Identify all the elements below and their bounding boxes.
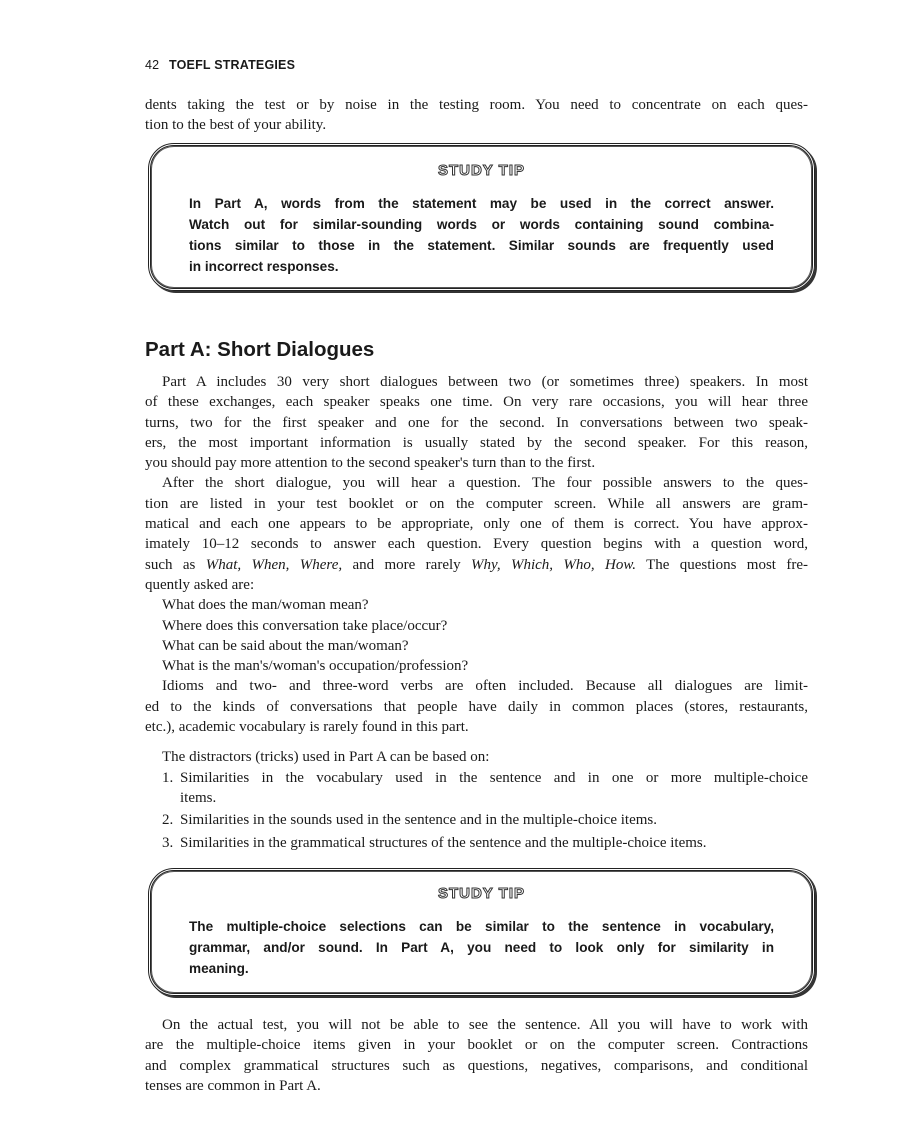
- body-text: [145, 372, 808, 853]
- list-item-line: [162, 810, 808, 830]
- list-item-line: [180, 788, 808, 808]
- text-line: in incorrect responses.: [189, 259, 339, 274]
- study-tip-box-1: [148, 143, 815, 291]
- text-line: In Part A, words from the statement may be used in the correct answer.: [189, 196, 774, 211]
- study-tip-title: STUDY TIP: [437, 162, 526, 179]
- list-number: 2.: [162, 812, 174, 829]
- text-line: tions similar to those in the statement. Similar sounds are frequently used: [189, 238, 774, 253]
- text-line: you should pay more attention to the second speaker's turn than to the first.: [145, 455, 596, 472]
- text-line: are the multiple-choice items given in your booklet or on the computer screen. Contractions: [145, 1037, 808, 1054]
- list-item: [145, 768, 808, 809]
- text-line: ers, the most important information is usually stated by the second speaker. For this reason,: [145, 434, 808, 451]
- text-line: Idioms and two- and three-word verbs are often included. Because all dialogues are limit-: [162, 678, 808, 695]
- closing-paragraph: [145, 1015, 808, 1096]
- text-line: turns, two for the first speaker and one for the second. In conversations between two speak-: [145, 414, 808, 431]
- numbered-list: [145, 768, 808, 853]
- text-line: etc.), academic vocabulary is rarely found in this part.: [145, 719, 469, 736]
- text-line: ed to the kinds of conversations that people have daily in common places (stores, restaurants,: [145, 698, 808, 715]
- running-head: [145, 58, 295, 72]
- text-line: imately 10–12 seconds to answer each question. Every question begins with a question word,: [145, 536, 808, 553]
- text-line: tion are listed in your test booklet or on the computer screen. While all answers are gram-: [145, 495, 808, 512]
- list-item: [145, 833, 808, 853]
- question-words: What, When, Where,: [205, 556, 343, 573]
- question-words-line: [145, 555, 808, 575]
- question-item: What can be said about the man/woman?: [162, 637, 409, 654]
- text: and more rarely: [342, 556, 472, 573]
- text: The questions most fre-: [635, 556, 808, 573]
- study-tip-box-2: [148, 868, 815, 996]
- text-line: quently asked are:: [145, 576, 255, 593]
- study-tip-text: [189, 193, 774, 277]
- text-line: of these exchanges, each speaker speaks one time. On very rare occasions, you will hear three: [145, 394, 808, 411]
- list-number: 1.: [162, 769, 174, 786]
- text-line: meaning.: [189, 961, 249, 976]
- intro-paragraph: [145, 95, 808, 136]
- paragraph: [145, 676, 808, 737]
- list-text: items.: [180, 789, 217, 806]
- list-text: Similarities in the vocabulary used in the sentence and in one or more multiple-choice: [180, 769, 808, 786]
- study-tip-title: STUDY TIP: [437, 885, 526, 902]
- question-item: Where does this conversation take place/occur?: [162, 617, 448, 634]
- text-line: After the short dialogue, you will hear a question. The four possible answers to the ques-: [162, 475, 808, 492]
- text-line: and complex grammatical structures such as questions, negatives, comparisons, and conditional: [145, 1057, 808, 1074]
- text-line: Watch out for similar-sounding words or words containing sound combina-: [189, 217, 774, 232]
- study-tip-text: [189, 916, 774, 979]
- list-number: 3.: [162, 834, 174, 851]
- paragraph: [145, 473, 808, 554]
- question-item: What does the man/woman mean?: [162, 597, 369, 614]
- question-words: Why, Which, Who, How.: [471, 556, 636, 573]
- text: such as: [145, 556, 206, 573]
- text-line: On the actual test, you will not be able to see the sentence. All you will have to work with: [162, 1017, 808, 1033]
- page-number: 42: [145, 58, 160, 72]
- text-line: The multiple-choice selections can be similar to the sentence in vocabulary,: [189, 919, 774, 934]
- text-line: tenses are common in Part A.: [145, 1077, 321, 1094]
- text-line: grammar, and/or sound. In Part A, you need to look only for similarity in: [189, 940, 774, 955]
- section-heading: Part A: Short Dialogues: [145, 338, 375, 361]
- list-text: Similarities in the sounds used in the sentence and in the multiple-choice items.: [180, 812, 657, 829]
- text-line: Part A includes 30 very short dialogues between two (or sometimes three) speakers. In most: [162, 374, 808, 390]
- list-item-line: [162, 833, 808, 853]
- text-line: dents taking the test or by noise in the testing room. You need to concentrate on each ques-: [145, 97, 808, 113]
- distractors-intro: The distractors (tricks) used in Part A can be based on:: [162, 749, 490, 766]
- text-line: tion to the best of your ability.: [145, 117, 327, 134]
- running-title: TOEFL STRATEGIES: [169, 58, 296, 72]
- list-item-line: [162, 768, 808, 788]
- list-text: Similarities in the grammatical structures of the sentence and the multiple-choice items.: [180, 834, 707, 851]
- question-item: What is the man's/woman's occupation/profession?: [162, 658, 469, 675]
- question-list: [145, 595, 808, 676]
- list-item: [145, 810, 808, 830]
- paragraph: [145, 372, 808, 473]
- text-line: matical and each one appears to be appropriate, only one of them is correct. You have approx-: [145, 516, 808, 533]
